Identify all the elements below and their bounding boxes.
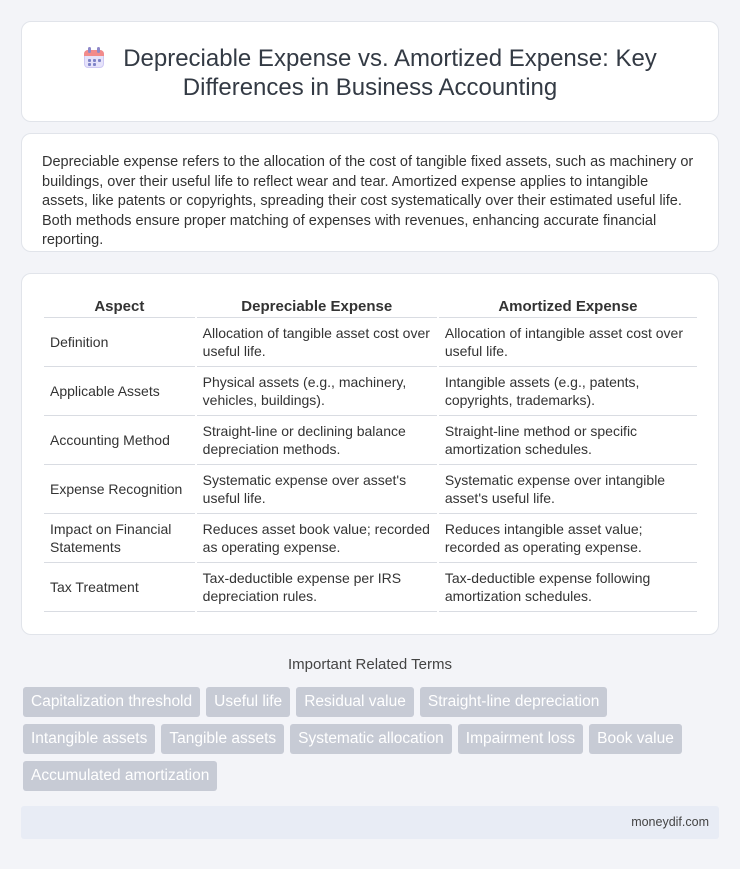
header-aspect: Aspect: [44, 296, 195, 318]
tag-tangible-assets[interactable]: Tangible assets: [161, 724, 284, 754]
row-aspect: Expense Recognition: [44, 465, 195, 514]
intro-paragraph: Depreciable expense refers to the allocation of the cost of tangible fixed assets, such as machinery or buildings, over their useful life to reflect wear and tear. Amortized expense applies to intangible assets, like patents or copyrights, spreading their cost systematically over their estimated useful life. Both methods ensure proper matching of expenses with revenues, enhancing accurate financial reporting.: [42, 154, 694, 248]
table-row: [44, 465, 697, 514]
tag-accumulated-amortization[interactable]: Accumulated amortization: [23, 761, 217, 791]
row-amortized: Allocation of intangible asset cost over useful life.: [439, 318, 697, 367]
tag-impairment-loss[interactable]: Impairment loss: [458, 724, 583, 754]
page-title: [62, 44, 678, 102]
tag-straight-line-depreciation[interactable]: Straight-line depreciation: [420, 687, 607, 717]
intro-card: [21, 133, 719, 252]
table-row: [44, 318, 697, 367]
row-amortized: Reduces intangible asset value; recorded as operating expense.: [439, 514, 697, 563]
row-depreciable: Physical assets (e.g., machinery, vehicles, buildings).: [197, 367, 437, 416]
comparison-card: [21, 273, 719, 635]
tag-intangible-assets[interactable]: Intangible assets: [23, 724, 155, 754]
tag-residual-value[interactable]: Residual value: [296, 687, 414, 717]
row-aspect: Applicable Assets: [44, 367, 195, 416]
page-title-text: Depreciable Expense vs. Amortized Expense: Key Differences in Business Accounting: [123, 45, 657, 101]
row-amortized: Intangible assets (e.g., patents, copyrights, trademarks).: [439, 367, 697, 416]
row-aspect: Impact on Financial Statements: [44, 514, 195, 563]
calendar-icon: [83, 47, 105, 69]
footer: [21, 806, 719, 839]
tag-systematic-allocation[interactable]: Systematic allocation: [290, 724, 452, 754]
tag-useful-life[interactable]: Useful life: [206, 687, 290, 717]
header-depreciable-expense: Depreciable Expense: [197, 296, 437, 318]
title-card: [21, 21, 719, 122]
row-amortized: Straight-line method or specific amortization schedules.: [439, 416, 697, 465]
row-depreciable: Straight-line or declining balance depreciation methods.: [197, 416, 437, 465]
row-amortized: Tax-deductible expense following amortization schedules.: [439, 563, 697, 612]
row-aspect: Accounting Method: [44, 416, 195, 465]
header-amortized-expense: Amortized Expense: [439, 296, 697, 318]
footer-site[interactable]: moneydif.com: [631, 815, 709, 829]
table-row: [44, 367, 697, 416]
row-depreciable: Reduces asset book value; recorded as operating expense.: [197, 514, 437, 563]
table-header-row: [44, 296, 697, 318]
related-terms-list: [23, 687, 723, 791]
row-depreciable: Tax-deductible expense per IRS depreciation rules.: [197, 563, 437, 612]
row-aspect: Tax Treatment: [44, 563, 195, 612]
table-row: [44, 416, 697, 465]
tag-capitalization-threshold[interactable]: Capitalization threshold: [23, 687, 200, 717]
row-depreciable: Systematic expense over asset's useful life.: [197, 465, 437, 514]
row-depreciable: Allocation of tangible asset cost over useful life.: [197, 318, 437, 367]
row-aspect: Definition: [44, 318, 195, 367]
comparison-table: [42, 296, 699, 612]
table-row: [44, 514, 697, 563]
row-amortized: Systematic expense over intangible asset's useful life.: [439, 465, 697, 514]
table-row: [44, 563, 697, 612]
tag-book-value[interactable]: Book value: [589, 724, 682, 754]
related-terms-title: Important Related Terms: [288, 656, 452, 673]
